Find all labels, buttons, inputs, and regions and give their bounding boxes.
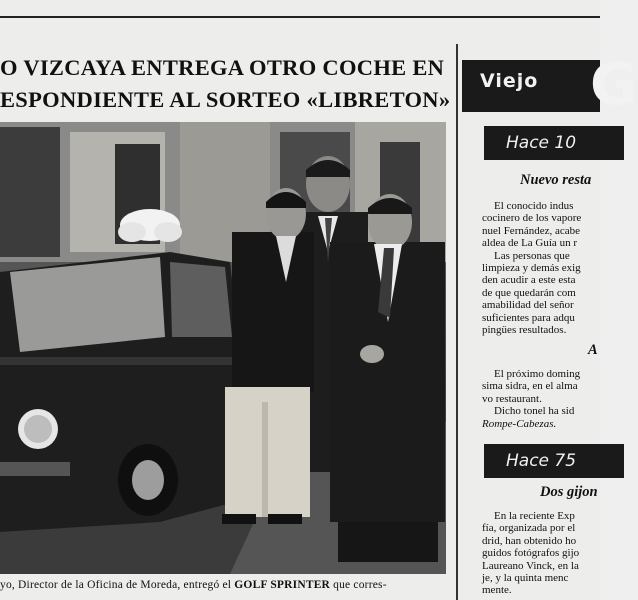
subhead-1-label: Hace 10 (506, 133, 577, 153)
article-1-line: den acudir a este esta (482, 274, 576, 287)
article-1-line: Las personas que (494, 249, 570, 262)
article-1-line: El conocido indus (494, 200, 574, 212)
caption-part-2: que corres- (330, 579, 387, 591)
headline-line-2: ESPONDIENTE AL SORTEO «LIBRETON» (0, 87, 451, 112)
article-3-line: mente. (482, 584, 512, 597)
section-header (462, 50, 638, 118)
headline-line-1: O VIZCAYA ENTREGA OTRO COCHE EN (0, 55, 445, 80)
article-2-body (482, 368, 632, 430)
news-photo (0, 122, 446, 574)
article-2-title: A (588, 342, 598, 358)
article-1-line: suficientes para adqu (482, 311, 575, 324)
article-3-line: drid, han obtenido ho (482, 534, 577, 547)
article-1-title: Nuevo resta (520, 172, 592, 188)
photo-car-and-men (0, 122, 446, 574)
article-3-body (482, 510, 632, 597)
article-1-line: amabilidad del señor (482, 299, 574, 312)
article-1-line: pingües resultados. (482, 324, 567, 337)
article-3-line: fía, organizada por el (482, 522, 576, 535)
column-divider (456, 44, 458, 600)
article-3-title: Dos gijon (540, 484, 598, 500)
section-title-big-letter: G (590, 50, 638, 118)
article-2-line: sima sidra, en el alma (482, 380, 578, 393)
article-2-line: vo restaurant. (482, 392, 542, 405)
article-headline (0, 52, 452, 116)
photo-caption (0, 578, 452, 592)
article-2-line: Rompe-Cabezas. (482, 417, 557, 430)
caption-car-name: GOLF SPRINTER (234, 579, 331, 591)
article-1-body (482, 200, 632, 336)
section-title: Viejo (480, 70, 539, 92)
right-column (462, 50, 638, 600)
subhead-2-label: Hace 75 (506, 451, 577, 471)
article-1-line: aldea de La Guía un r (482, 237, 577, 250)
caption-part-1: yo, Director de la Oficina de Moreda, entregó el (0, 579, 235, 591)
article-3-line: je, y la quinta menc (482, 572, 569, 585)
article-2-line: El próximo doming (494, 368, 581, 380)
article-1-line: de que quedarán com (482, 286, 576, 299)
article-1-line: limpieza y demás exig (482, 262, 581, 275)
article-3-line: En la reciente Exp (494, 510, 575, 522)
article-1-line: nuel Fernández, acabe (482, 224, 581, 237)
subhead-hace-75 (484, 444, 624, 478)
article-1-line: cocinero de los vapore (482, 212, 582, 225)
subhead-hace-100 (484, 126, 624, 160)
article-3-line: guidos fotógrafos gijo (482, 547, 580, 560)
article-3-line: Laureano Vinck, en la (482, 559, 579, 572)
top-rule (0, 16, 600, 18)
article-2-line: Dicho tonel ha sid (494, 405, 575, 418)
